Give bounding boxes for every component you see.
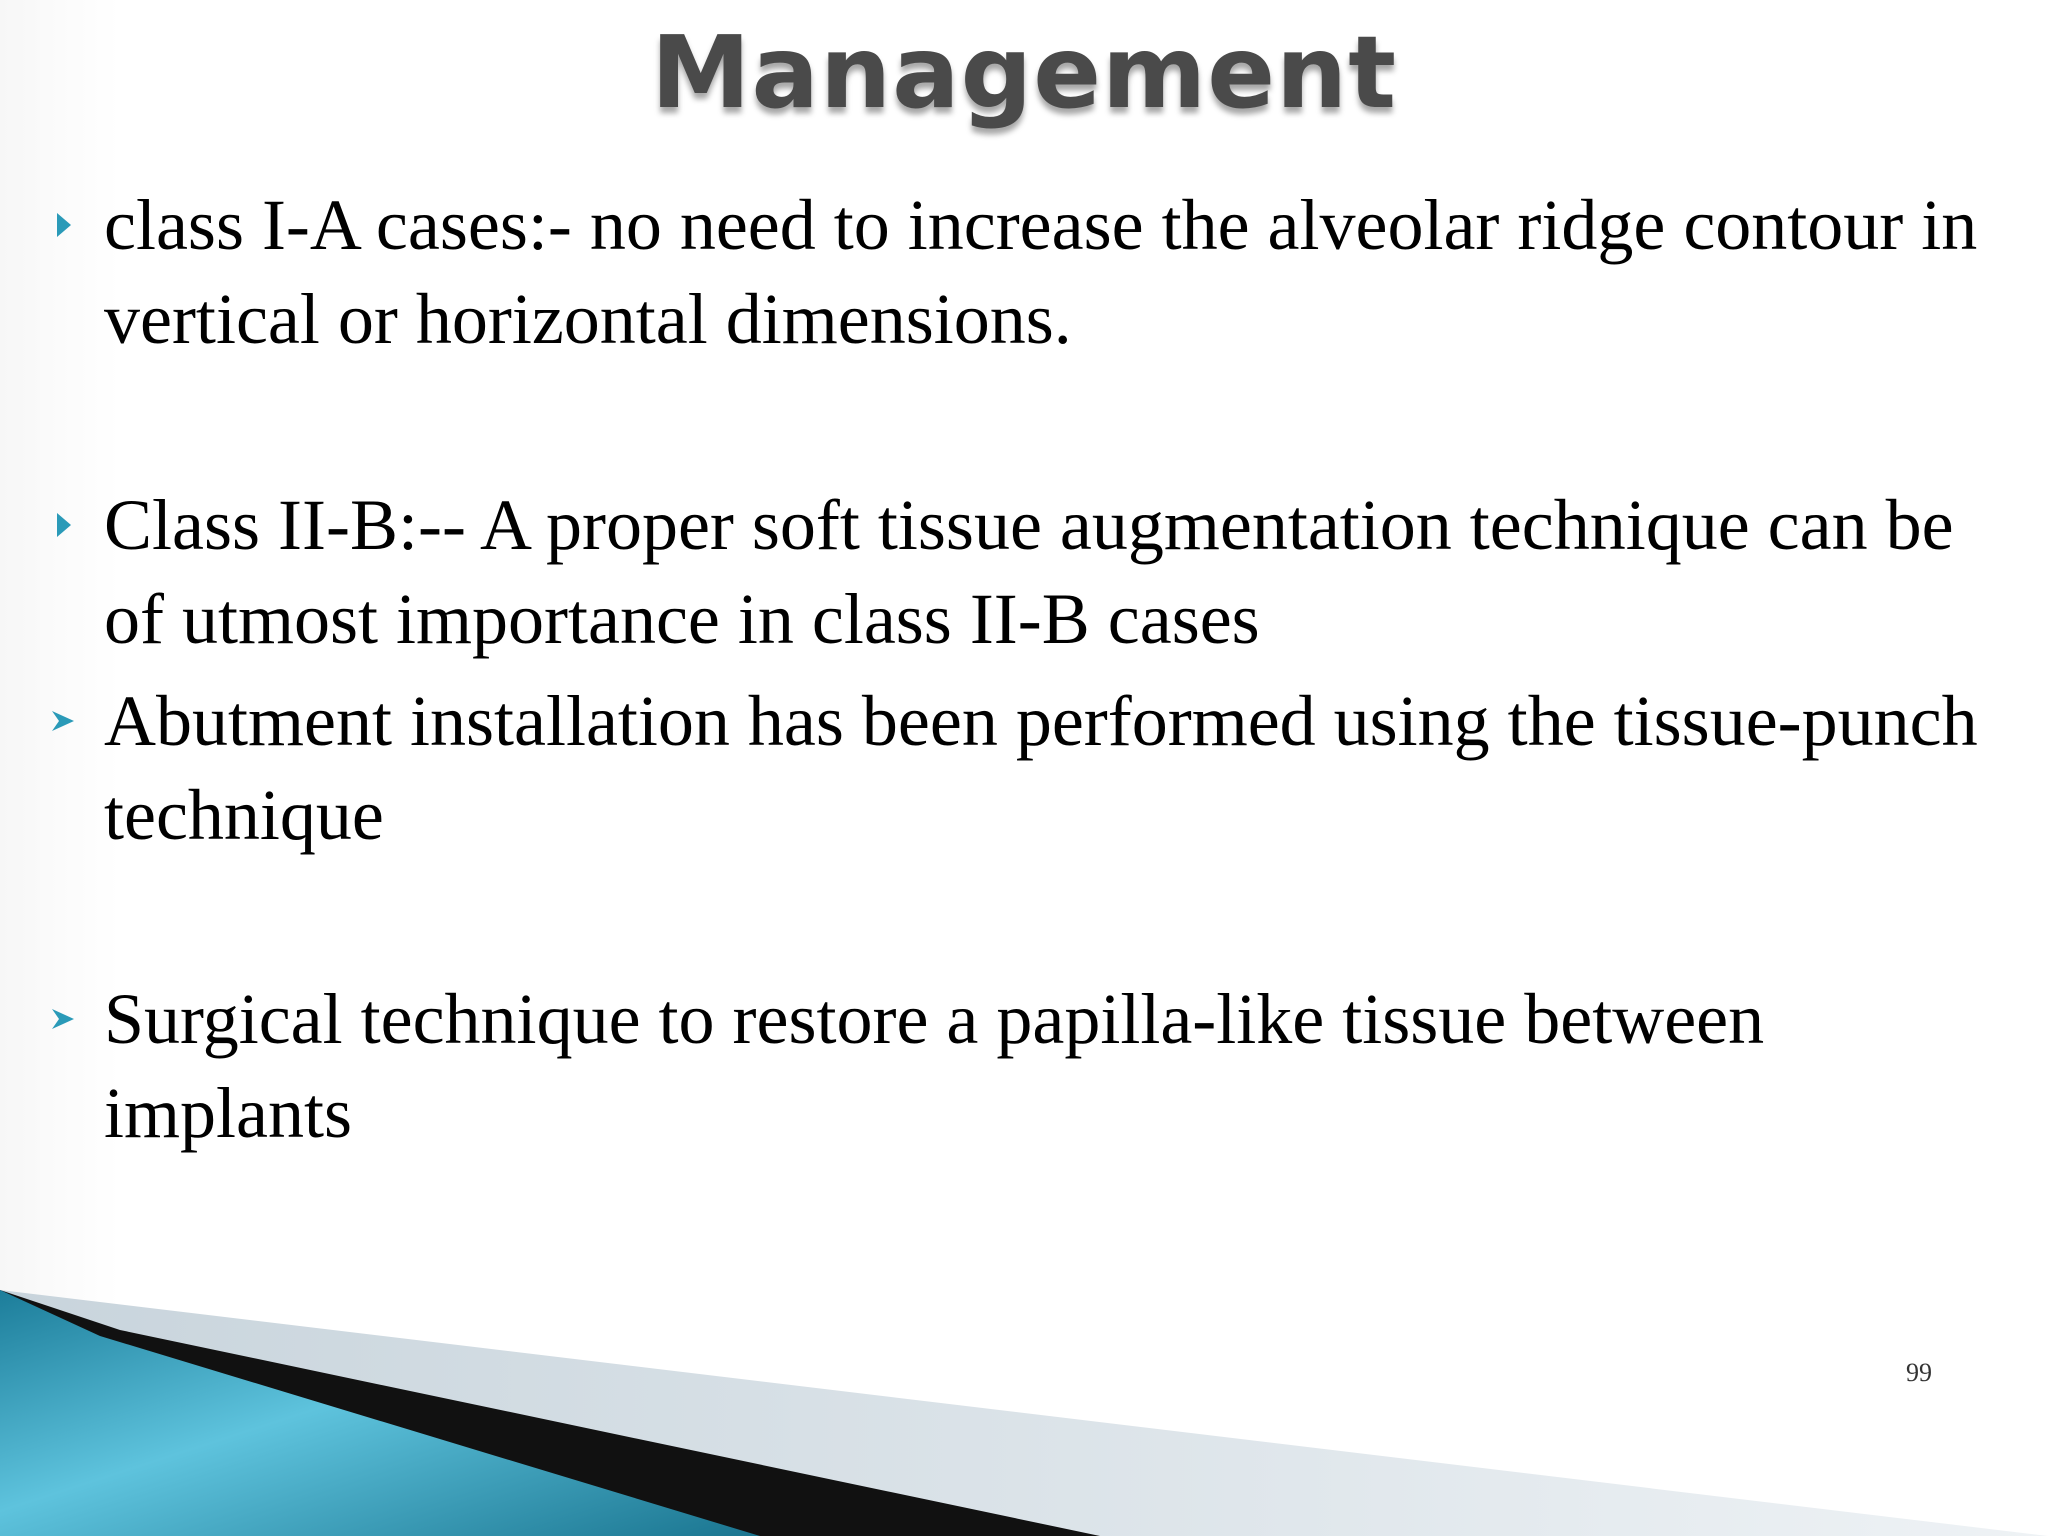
- chevron-bullet-icon: [48, 1004, 78, 1034]
- bullet-item: [104, 972, 1984, 1160]
- bullet-text: Abutment installation has been performed using the tissue-punch technique: [104, 681, 1978, 855]
- corner-decoration: [0, 1290, 2048, 1536]
- triangle-bullet-icon: [48, 210, 78, 240]
- bullet-text: Surgical technique to restore a papilla-like tissue between implants: [104, 979, 1765, 1153]
- bullet-text: Class II-B:-- A proper soft tissue augmentation technique can be of utmost importance in class II-B cases: [104, 485, 1954, 659]
- bullet-item: [104, 674, 1984, 862]
- bullet-item: [104, 478, 1984, 666]
- bullet-text: class I-A cases:- no need to increase the alveolar ridge contour in vertical or horizontal dimensions.: [104, 185, 1978, 359]
- chevron-bullet-icon: [48, 706, 78, 736]
- bullet-item: [104, 178, 1984, 366]
- slide-title: Management: [650, 14, 1398, 131]
- triangle-bullet-icon: [48, 510, 78, 540]
- page-number: 99: [1906, 1358, 1932, 1387]
